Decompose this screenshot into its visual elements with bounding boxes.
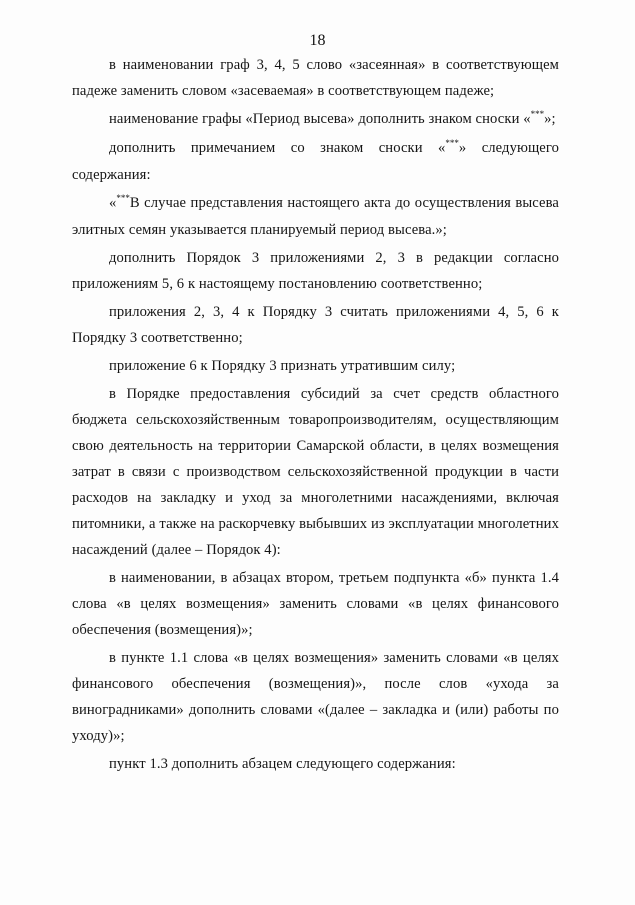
paragraph-4: «***В случае представления настоящего акта до осуществления высева элитных семян указывается планируемый период высева.»;	[72, 193, 559, 238]
paragraph-10: в пункте 1.1 слова «в целях возмещения» заменить словами «в целях финансового обеспечения (возмещения)», после слов «ухода за виноградниками» дополнить словами «(далее – закладка и (или) работы по уходу)»;	[72, 650, 559, 744]
paragraph-6: приложения 2, 3, 4 к Порядку 3 считать приложениями 4, 5, 6 к Порядку 3 соответственно;	[72, 304, 559, 346]
paragraph-3: дополнить примечанием со знаком сноски «***» следующего содержания:	[72, 138, 559, 183]
paragraph-7: приложение 6 к Порядку 3 признать утратившим силу;	[109, 358, 456, 374]
paragraph-11: пункт 1.3 дополнить абзацем следующего содержания:	[109, 756, 456, 772]
paragraph-9: в наименовании, в абзацах втором, третьем подпункта «б» пункта 1.4 слова «в целях возмещения» заменить словами «в целях финансового обеспечения (возмещения)»;	[72, 570, 559, 638]
paragraph-5: дополнить Порядок 3 приложениями 2, 3 в редакции согласно приложениям 5, 6 к настоящему постановлению соответственно;	[72, 250, 559, 292]
paragraph-2: наименование графы «Период высева» дополнить знаком сноски «***»;	[109, 109, 556, 127]
page-number: 18	[309, 32, 326, 49]
paragraph-1: в наименовании граф 3, 4, 5 слово «засеянная» в соответствующем падеже заменить словом «засеваемая» в соответствующем падеже;	[72, 57, 559, 99]
paragraph-8: в Порядке предоставления субсидий за счет средств областного бюджета сельскохозяйственным товаропроизводителям, осуществляющим свою деятельность на территории Самарской области, в целях возмещения затрат в связи с производством сельскохозяйственной продукции в части расходов на закладку и уход за многолетними насаждениями, включая питомники, а также на раскорчевку выбывших из эксплуатации многолетних насаждений (далее – Порядок 4):	[72, 386, 559, 558]
document-body	[72, 52, 559, 777]
